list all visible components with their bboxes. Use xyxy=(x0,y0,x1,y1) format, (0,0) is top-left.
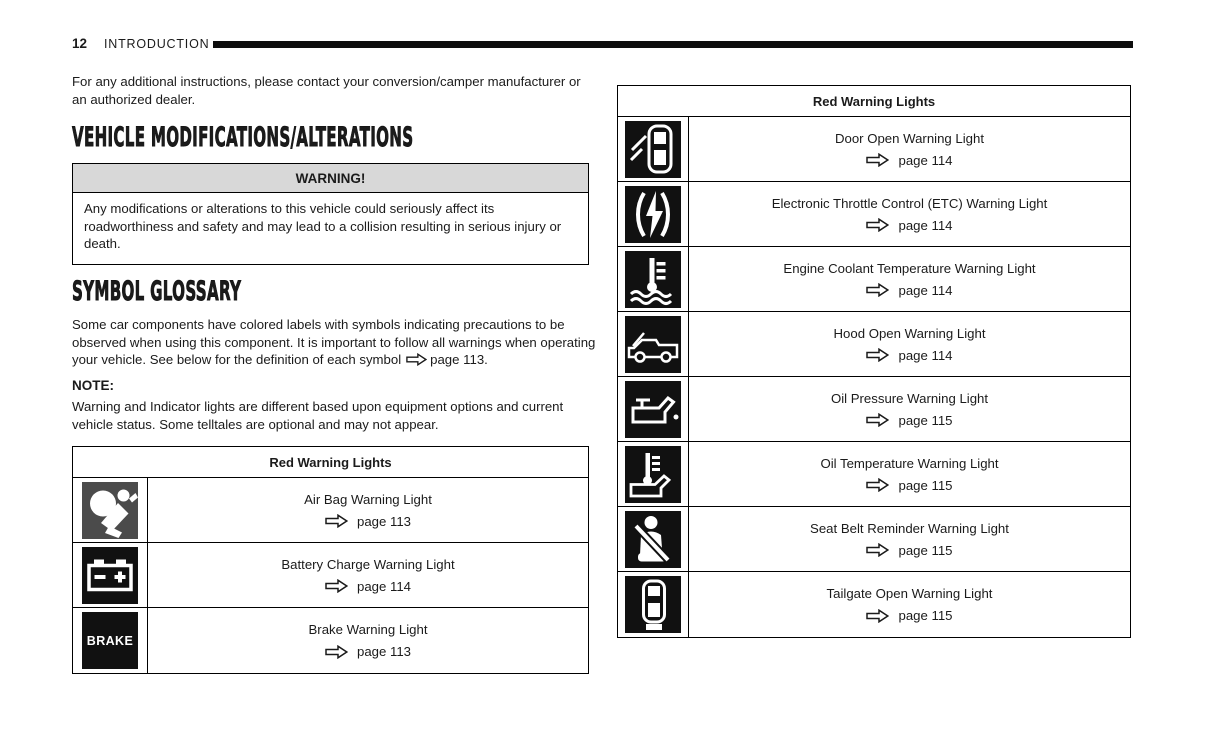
heading-vehicle-modifications: VEHICLE MODIFICATIONS/ALTERATIONS xyxy=(72,122,414,153)
page-arrow-icon xyxy=(325,645,348,659)
page-arrow-icon xyxy=(866,543,889,557)
icon-cell xyxy=(618,377,689,441)
warning-light-label: Oil Pressure Warning Light xyxy=(830,390,989,406)
hood-open-warning-icon xyxy=(625,316,681,373)
description-cell xyxy=(689,507,1130,571)
page-reference xyxy=(866,348,952,363)
page-ref-text: page 114 xyxy=(898,282,953,298)
icon-cell xyxy=(618,572,689,637)
warning-light-label: Oil Temperature Warning Light xyxy=(820,455,999,471)
note-text: Warning and Indicator lights are different based upon equipment options and current vehicle status. Some telltales are optional and may not appear. xyxy=(72,399,564,432)
description-cell xyxy=(148,543,588,607)
description-cell xyxy=(689,247,1130,311)
section-title: INTRODUCTION xyxy=(104,37,210,51)
seat-belt-reminder-warning-icon xyxy=(625,511,681,568)
warning-light-label: Electronic Throttle Control (ETC) Warning Light xyxy=(771,195,1048,211)
icon-cell xyxy=(73,543,148,607)
description-cell xyxy=(148,478,588,542)
page-reference xyxy=(866,153,952,168)
page-arrow-icon xyxy=(325,514,348,528)
table-row xyxy=(618,377,1130,442)
icon-cell xyxy=(618,182,689,246)
page-ref-text: page 114 xyxy=(898,152,953,168)
page-ref-text: page 115 xyxy=(898,542,953,558)
table-row xyxy=(73,543,588,608)
page-ref-text: page 113 xyxy=(356,644,412,659)
description-cell xyxy=(689,572,1130,637)
page-ref-text: page 115 xyxy=(898,412,953,428)
door-open-warning-icon xyxy=(625,121,681,178)
page-arrow-icon xyxy=(866,218,889,232)
table-row xyxy=(618,572,1130,637)
description-cell xyxy=(689,182,1130,246)
page-reference xyxy=(866,218,952,233)
svg-text:BRAKE: BRAKE xyxy=(86,634,134,648)
inline-page-ref: page 113. xyxy=(430,352,488,367)
page-ref-text: page 114 xyxy=(356,578,412,594)
table-row xyxy=(618,117,1130,182)
table-row xyxy=(618,507,1130,572)
table-row xyxy=(618,442,1130,507)
page-reference xyxy=(866,283,952,298)
warning-box xyxy=(72,163,589,265)
icon-cell xyxy=(618,442,689,506)
warning-light-label: Brake Warning Light xyxy=(308,622,428,637)
tailgate-open-warning-icon xyxy=(625,576,681,633)
description-cell xyxy=(689,312,1130,376)
engine-coolant-temperature-warning-icon xyxy=(625,251,681,308)
warning-light-label: Battery Charge Warning Light xyxy=(281,556,455,572)
page-ref-text: page 114 xyxy=(898,217,953,233)
page-arrow-icon xyxy=(866,283,889,297)
warning-light-label: Air Bag Warning Light xyxy=(304,491,432,507)
battery-charge-warning-icon xyxy=(82,547,138,604)
page-number: 12 xyxy=(72,36,88,51)
table-row xyxy=(618,182,1130,247)
page-ref-text: page 114 xyxy=(898,347,953,363)
table-row xyxy=(73,608,588,673)
glossary-intro-paragraph xyxy=(72,316,600,371)
oil-temperature-warning-icon xyxy=(625,446,681,503)
page-arrow-icon xyxy=(866,478,889,492)
page-ref-text: page 113 xyxy=(356,513,412,529)
page-reference xyxy=(325,644,411,659)
page-arrow-icon xyxy=(406,353,427,371)
page-arrow-icon xyxy=(325,579,348,593)
glossary-intro-text: Some car components have colored labels with symbols indicating precautions to be observed when using this component. It is important to follow all warnings when operating your vehicle. See below for the definition of each symbol xyxy=(72,317,596,367)
red-warning-lights-table-left xyxy=(72,446,589,674)
page-reference xyxy=(866,413,952,428)
description-cell xyxy=(689,442,1130,506)
table-row xyxy=(618,247,1130,312)
warning-light-label: Seat Belt Reminder Warning Light xyxy=(810,520,1009,536)
table-row xyxy=(73,478,588,543)
table-title: Red Warning Lights xyxy=(618,86,1130,117)
description-cell xyxy=(148,608,588,673)
air-bag-warning-icon xyxy=(82,482,138,539)
page-arrow-icon xyxy=(866,609,889,623)
icon-cell xyxy=(618,507,689,571)
page-arrow-icon xyxy=(866,348,889,362)
table-row xyxy=(618,312,1130,377)
icon-cell xyxy=(73,608,148,673)
page-arrow-icon xyxy=(866,413,889,427)
page-arrow-icon xyxy=(866,153,889,167)
warning-box-title: WARNING! xyxy=(73,164,588,193)
page-reference xyxy=(325,514,411,529)
icon-cell xyxy=(618,312,689,376)
warning-light-label: Engine Coolant Temperature Warning Light xyxy=(783,260,1036,276)
page-reference xyxy=(866,543,952,558)
note-label: NOTE: xyxy=(72,378,114,393)
icon-cell xyxy=(618,247,689,311)
page-reference xyxy=(325,579,411,594)
electronic-throttle-control-warning-icon xyxy=(625,186,681,243)
icon-cell xyxy=(618,117,689,181)
icon-cell xyxy=(73,478,148,542)
page-ref-text: page 115 xyxy=(898,608,953,623)
description-cell xyxy=(689,377,1130,441)
page-reference xyxy=(866,608,952,623)
page-reference xyxy=(866,478,952,493)
oil-pressure-warning-icon xyxy=(625,381,681,438)
warning-box-body: Any modifications or alterations to this vehicle could seriously affect its roadworthiness and safety and may lead to a collision resulting in serious injury or death. xyxy=(84,201,562,251)
description-cell xyxy=(689,117,1130,181)
header-rule xyxy=(213,41,1133,48)
table-title: Red Warning Lights xyxy=(73,447,588,478)
page-ref-text: page 115 xyxy=(898,477,953,493)
warning-light-label: Door Open Warning Light xyxy=(834,130,985,146)
warning-light-label: Hood Open Warning Light xyxy=(833,325,986,341)
brake-warning-icon xyxy=(82,612,138,669)
intro-paragraph: For any additional instructions, please contact your conversion/camper manufacturer or an authorized dealer. xyxy=(72,74,581,107)
red-warning-lights-table-right xyxy=(617,85,1131,638)
warning-light-label: Tailgate Open Warning Light xyxy=(826,586,993,601)
heading-symbol-glossary: SYMBOL GLOSSARY xyxy=(72,276,242,307)
